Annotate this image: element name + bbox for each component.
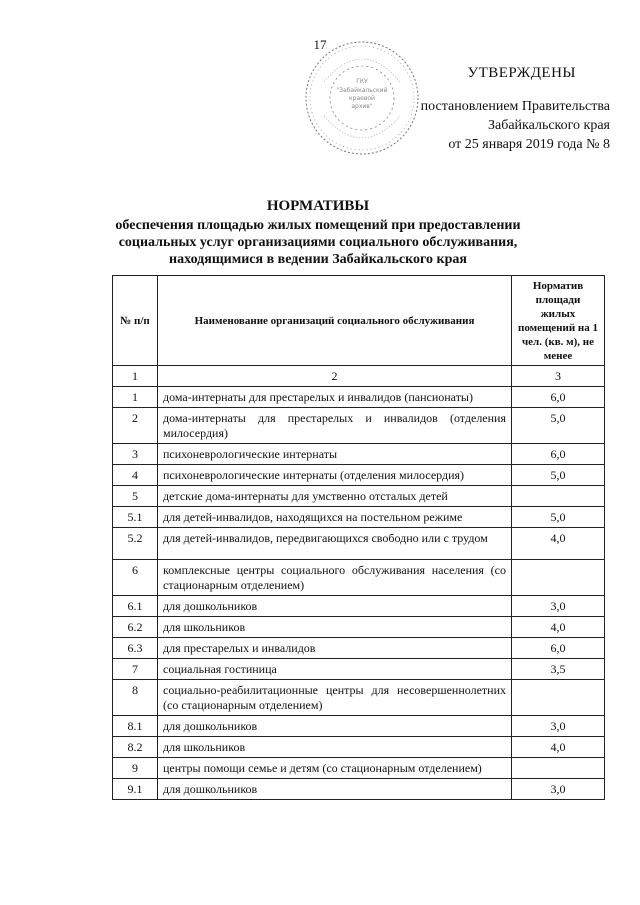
table-row [113,716,605,737]
row-number-cell: 9 [113,758,158,779]
table-row [113,779,605,800]
row-number-cell: 6.1 [113,596,158,617]
row-number-cell: 6.2 [113,617,158,638]
row-name-cell: для школьников [158,737,512,758]
row-number-cell: 8.2 [113,737,158,758]
index-cell: 2 [158,366,512,387]
svg-text:ГКУ: ГКУ [356,78,368,85]
table-row [113,560,605,596]
row-value-cell: 6,0 [512,638,605,659]
row-number-cell: 8 [113,680,158,716]
row-value-cell: 3,0 [512,779,605,800]
row-number-cell: 5.1 [113,507,158,528]
document-title: НОРМАТИВЫ [266,198,370,214]
row-name-cell: для детей-инвалидов, передвигающихся свободно или с трудом [158,528,512,560]
table-row [113,408,605,444]
row-value-cell: 4,0 [512,528,605,560]
row-value-cell: 3,5 [512,659,605,680]
svg-text:"Забайкальский: "Забайкальский [336,87,388,94]
row-name-cell: детские дома-интернаты для умственно отсталых детей [158,486,512,507]
table-row [113,659,605,680]
approval-block [421,64,610,154]
approval-line-3: от 25 января 2019 года № 8 [448,137,610,152]
table-row [113,444,605,465]
row-value-cell: 4,0 [512,737,605,758]
approval-title: УТВЕРЖДЕНЫ [467,65,576,81]
row-number-cell: 5.2 [113,528,158,560]
table-row [113,680,605,716]
row-value-cell: 4,0 [512,617,605,638]
row-number-cell: 4 [113,465,158,486]
row-name-cell: дома-интернаты для престарелых и инвалидов (отделения милосердия) [158,408,512,444]
table-row [113,758,605,779]
table-header-row [113,276,605,366]
row-value-cell: 5,0 [512,507,605,528]
table-row [113,596,605,617]
row-name-cell: для дошкольников [158,716,512,737]
row-name-cell: для престарелых и инвалидов [158,638,512,659]
row-name-cell: социальная гостиница [158,659,512,680]
heading-line-1: обеспечения площадью жилых помещений при предоставлении [115,218,521,233]
table-row [113,465,605,486]
row-number-cell: 8.1 [113,716,158,737]
row-value-cell [512,680,605,716]
heading-line-2: социальных услуг организациями социального обслуживания, [118,235,518,250]
row-name-cell: для детей-инвалидов, находящихся на постельном режиме [158,507,512,528]
table-row [113,528,605,560]
row-value-cell: 3,0 [512,596,605,617]
official-seal-stamp [302,38,422,158]
table-row [113,387,605,408]
table-row [113,638,605,659]
heading-line-3: находящимися в ведении Забайкальского края [169,252,467,267]
approval-line-2: Забайкальского края [487,118,610,133]
row-name-cell: для школьников [158,617,512,638]
index-cell: 1 [113,366,158,387]
svg-text:архив": архив" [351,103,373,110]
table-row [113,737,605,758]
header-num: № п/п [113,276,158,366]
approval-line-1: постановлением Правительства [420,99,610,114]
header-name: Наименование организаций социального обслуживания [158,276,512,366]
row-number-cell: 7 [113,659,158,680]
header-value: Норматив площади жилых помещений на 1 чел. (кв. м), не менее [512,276,605,366]
norms-table [112,275,605,800]
row-value-cell: 5,0 [512,408,605,444]
row-name-cell: для дошкольников [158,596,512,617]
row-value-cell [512,560,605,596]
row-value-cell: 5,0 [512,465,605,486]
row-name-cell: дома-интернаты для престарелых и инвалидов (пансионаты) [158,387,512,408]
row-number-cell: 2 [113,408,158,444]
document-heading [100,198,536,268]
table-row [113,507,605,528]
row-number-cell: 6.3 [113,638,158,659]
svg-text:краевой: краевой [349,95,375,102]
row-number-cell: 3 [113,444,158,465]
row-value-cell [512,486,605,507]
row-value-cell: 6,0 [512,387,605,408]
row-number-cell: 5 [113,486,158,507]
row-number-cell: 6 [113,560,158,596]
row-value-cell [512,758,605,779]
row-name-cell: для дошкольников [158,779,512,800]
row-name-cell: психоневрологические интернаты (отделения милосердия) [158,465,512,486]
row-number-cell: 1 [113,387,158,408]
row-name-cell: центры помощи семье и детям (со стационарным отделением) [158,758,512,779]
row-number-cell: 9.1 [113,779,158,800]
row-name-cell: психоневрологические интернаты [158,444,512,465]
row-value-cell: 3,0 [512,716,605,737]
table-index-row [113,366,605,387]
row-value-cell: 6,0 [512,444,605,465]
row-name-cell: комплексные центры социального обслуживания населения (со стационарным отделением) [158,560,512,596]
table-row [113,617,605,638]
table-row [113,486,605,507]
page-number: 17 [313,37,327,52]
row-name-cell: социально-реабилитационные центры для несовершеннолетних (со стационарным отделением) [158,680,512,716]
index-cell: 3 [512,366,605,387]
